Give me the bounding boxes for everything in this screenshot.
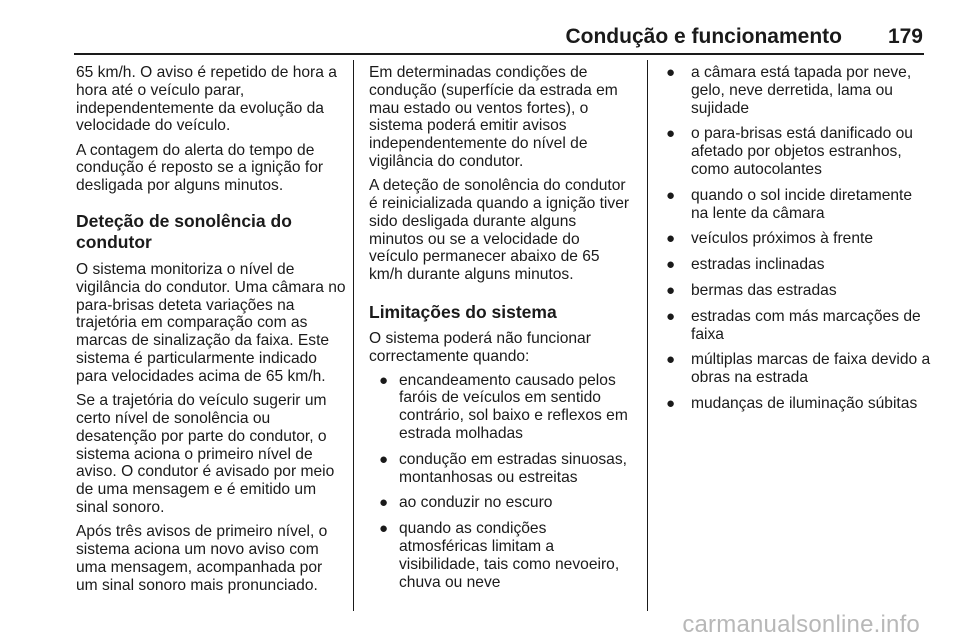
paragraph: Em determinadas condições de condução (superfície da estrada em mau estado ou ventos fortes), o sistema poderá emitir avisos independentemente do nível de vigilância do condutor.	[369, 64, 618, 170]
page-number: 179	[887, 25, 923, 48]
list-item-text: veículos próximos à frente	[691, 230, 874, 248]
bullet-icon: ●	[666, 256, 676, 274]
list-item-text: quando o sol incide diretamente na lente da câmara	[691, 186, 913, 222]
paragraph: 65 km/h. O aviso é repetido de hora a hora até o veículo parar, independentemente da evolução da velocidade do veículo.	[76, 64, 337, 135]
bullet-icon: ●	[379, 494, 389, 512]
list-item	[662, 282, 932, 300]
list-item-text: estradas inclinadas	[691, 256, 825, 274]
header-rule	[74, 53, 924, 55]
paragraph: Após três avisos de primeiro nível, o sistema aciona um novo aviso com uma mensagem, acompanhada por um sinal sonoro mais pronunciado.	[76, 523, 328, 594]
paragraph: O sistema monitoriza o nível de vigilância do condutor. Uma câmara no para-brisas deteta variações na trajetória em comparação com as marcas de sinalização da faixa. Este sistema é particularmente indicado para velocidades acima de 65 km/h.	[76, 261, 346, 385]
list-item-text: quando as condições atmosféricas limitam a visibilidade, tais como nevoeiro, chuva ou neve	[399, 520, 620, 591]
header-title: Condução e funcionamento	[565, 25, 842, 48]
list-item-text: estradas com más marcações de faixa	[691, 307, 921, 343]
list-item-text: o para-brisas está danificado ou afetado por objetos estranhos, como autocolantes	[691, 125, 913, 178]
page-header	[0, 0, 960, 56]
list-item	[662, 308, 932, 344]
bullet-icon: ●	[666, 125, 676, 143]
section-heading-drowsiness: Deteção de sonolência do condutor	[76, 211, 292, 253]
column-2	[369, 64, 633, 599]
column-1	[76, 64, 346, 601]
paragraph: A deteção de sonolência do condutor é reinicializada quando a ignição tiver sido desligada durante alguns minutos ou se a velocidade do veículo permanecer abaixo de 65 km/h durante alguns minutos.	[369, 177, 630, 284]
list-item-text: encandeamento causado pelos faróis de veículos em sentido contrário, sol baixo e reflexos em estrada molhadas	[399, 371, 628, 443]
column-divider-2	[647, 60, 648, 611]
column-3	[662, 64, 932, 421]
column-divider-1	[353, 60, 354, 611]
list-item-text: múltiplas marcas de faixa devido a obras na estrada	[691, 351, 931, 387]
bullet-icon: ●	[666, 186, 676, 204]
paragraph: Se a trajetória do veículo sugerir um certo nível de sonolência ou desatenção por parte do condutor, o sistema aciona o primeiro nível de aviso. O condutor é avisado por meio de uma mensagem e é emitido um sinal sonoro.	[76, 392, 335, 516]
list-item-text: a câmara está tapada por neve, gelo, neve derretida, lama ou sujidade	[691, 64, 912, 117]
paragraph: O sistema poderá não funcionar correctamente quando:	[369, 330, 591, 365]
bullet-icon: ●	[379, 520, 389, 538]
bullet-icon: ●	[666, 281, 676, 299]
list-item	[369, 372, 633, 443]
section-heading-limitations: Limitações do sistema	[369, 302, 557, 323]
list-item	[662, 187, 932, 223]
list-item	[662, 395, 932, 413]
bullet-icon: ●	[666, 307, 676, 325]
list-item-text: bermas das estradas	[691, 281, 837, 299]
watermark: carmanualsonline.info	[682, 611, 920, 638]
bullet-icon: ●	[666, 351, 676, 369]
list-item	[662, 351, 932, 387]
list-item	[369, 451, 633, 487]
bullet-list	[369, 372, 633, 592]
list-item-text: ao conduzir no escuro	[399, 494, 553, 512]
list-item	[662, 230, 932, 248]
list-item-text: mudanças de iluminação súbitas	[691, 394, 918, 412]
bullet-icon: ●	[379, 371, 389, 389]
list-item	[369, 520, 633, 591]
bullet-icon: ●	[666, 230, 676, 248]
list-item	[662, 125, 932, 178]
paragraph: A contagem do alerta do tempo de condução é reposto se a ignição for desligada por alguns minutos.	[76, 141, 324, 195]
bullet-icon: ●	[666, 394, 676, 412]
list-item	[662, 64, 932, 117]
bullet-list	[662, 64, 932, 413]
list-item-text: condução em estradas sinuosas, montanhosas ou estreitas	[399, 450, 627, 486]
bullet-icon: ●	[379, 450, 389, 468]
list-item	[662, 256, 932, 274]
list-item	[369, 494, 633, 512]
bullet-icon: ●	[666, 64, 676, 81]
